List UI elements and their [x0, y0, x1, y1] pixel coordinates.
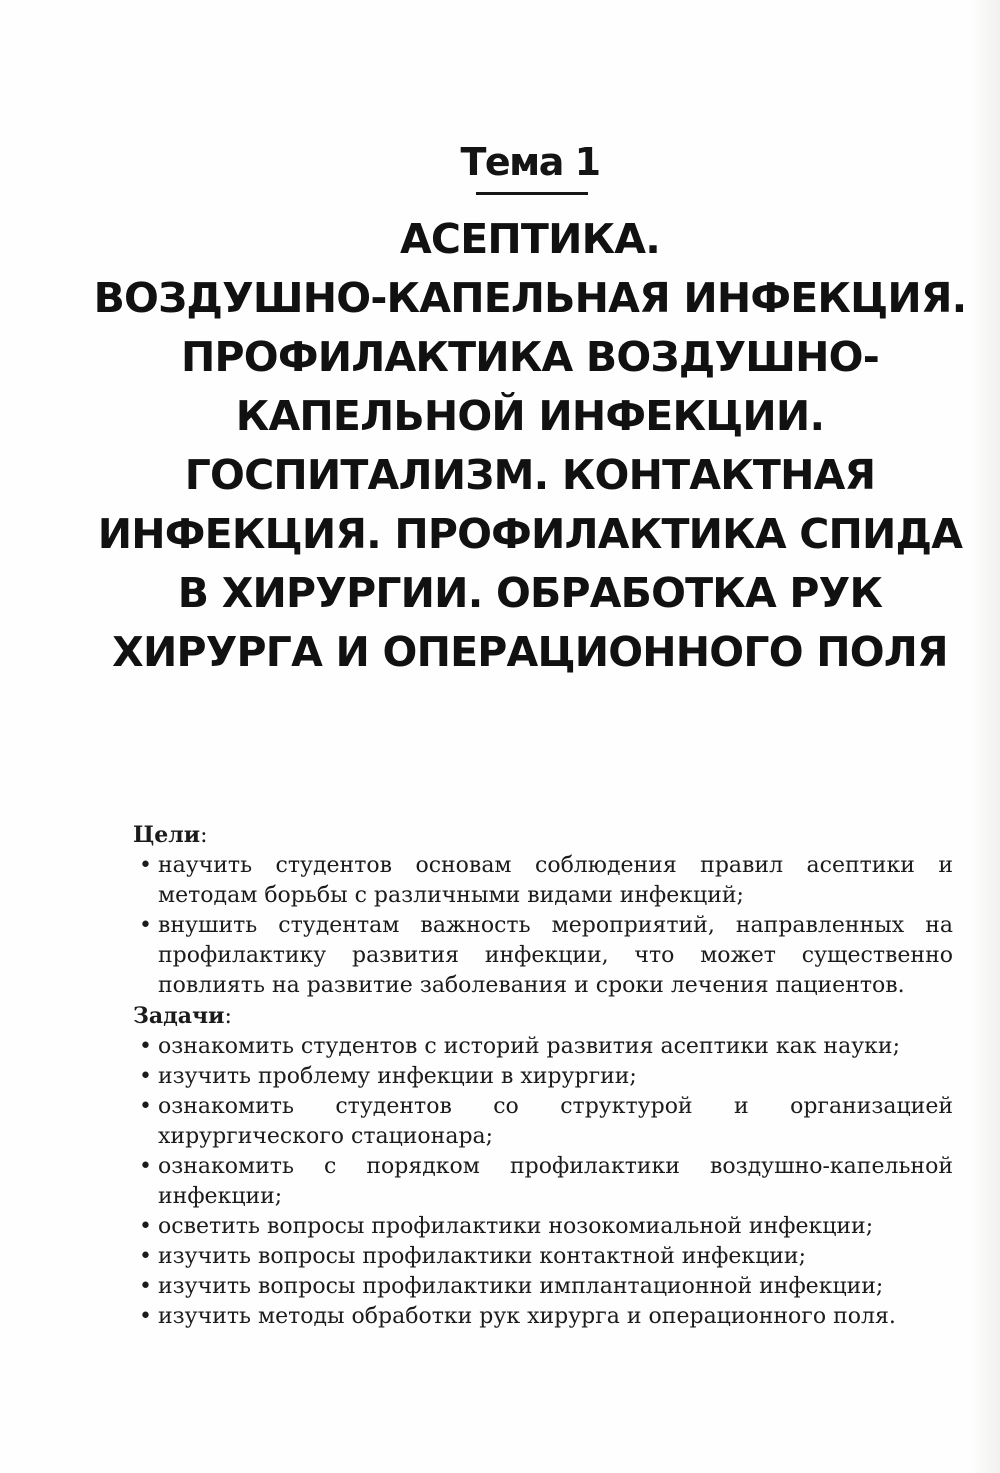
title-line: ВОЗДУШНО-КАПЕЛЬНАЯ ИНФЕКЦИЯ. [93, 274, 967, 322]
goals-heading-text: Цели [133, 822, 201, 848]
task-text: изучить вопросы профилактики имплантационной инфекции; [158, 1274, 884, 1299]
list-item [133, 851, 953, 911]
list-item [133, 911, 953, 1001]
goal-text: научить студентов основам соблюдения правил асептики и методам борьбы с различными видами инфекций; [158, 853, 953, 908]
bullet-icon: • [139, 1034, 152, 1059]
task-text: ознакомить с порядком профилактики воздушно-капельной инфекции; [158, 1154, 953, 1209]
list-item [133, 1092, 953, 1152]
task-text: ознакомить студентов с историй развития асептики как науки; [158, 1034, 900, 1059]
bullet-icon: • [139, 1274, 152, 1299]
page-edge-shadow [970, 0, 1000, 1473]
task-text: ознакомить студентов со структурой и организацией хирургического стационара; [158, 1094, 953, 1149]
bullet-icon: • [139, 1094, 152, 1119]
task-text: изучить проблему инфекции в хирургии; [158, 1064, 637, 1089]
bullet-icon: • [139, 1244, 152, 1269]
tasks-heading [133, 1001, 953, 1032]
bullet-icon: • [139, 1214, 152, 1239]
list-item [133, 1062, 953, 1092]
chapter-title [90, 210, 970, 682]
list-item [133, 1152, 953, 1212]
list-item [133, 1032, 953, 1062]
topic-underline [476, 192, 588, 195]
title-line: ПРОФИЛАКТИКА ВОЗДУШНО- [181, 333, 879, 381]
bullet-icon: • [139, 853, 152, 878]
bullet-icon: • [139, 1064, 152, 1089]
task-text: изучить вопросы профилактики контактной инфекции; [158, 1244, 806, 1269]
title-line: ИНФЕКЦИЯ. ПРОФИЛАКТИКА СПИДА [97, 510, 963, 558]
tasks-heading-text: Задачи [133, 1003, 225, 1029]
goal-text: внушить студентам важность мероприятий, направленных на профилактику развития инфекции, что может существенно повлиять на развитие заболевания и сроки лечения пациентов. [158, 913, 953, 998]
bullet-icon: • [139, 1154, 152, 1179]
title-line: АСЕПТИКА. [399, 215, 661, 263]
list-item [133, 1212, 953, 1242]
goals-heading [133, 820, 953, 851]
bullet-icon: • [139, 1304, 152, 1329]
topic-label: Тема 1 [460, 140, 600, 184]
goals-list [133, 851, 953, 1001]
title-line: ХИРУРГА И ОПЕРАЦИОННОГО ПОЛЯ [112, 628, 948, 676]
body-text [133, 820, 953, 1332]
list-item [133, 1242, 953, 1272]
list-item [133, 1272, 953, 1302]
tasks-list [133, 1032, 953, 1332]
title-line: В ХИРУРГИИ. ОБРАБОТКА РУК [177, 569, 883, 617]
tasks-heading-colon: : [224, 1004, 232, 1029]
title-line: КАПЕЛЬНОЙ ИНФЕКЦИИ. [235, 392, 825, 440]
title-line: ГОСПИТАЛИЗМ. КОНТАКТНАЯ [184, 451, 876, 499]
task-text: изучить методы обработки рук хирурга и операционного поля. [158, 1304, 896, 1329]
task-text: осветить вопросы профилактики нозокомиальной инфекции; [158, 1214, 874, 1239]
bullet-icon: • [139, 913, 152, 938]
list-item [133, 1302, 953, 1332]
goals-heading-colon: : [200, 823, 208, 848]
